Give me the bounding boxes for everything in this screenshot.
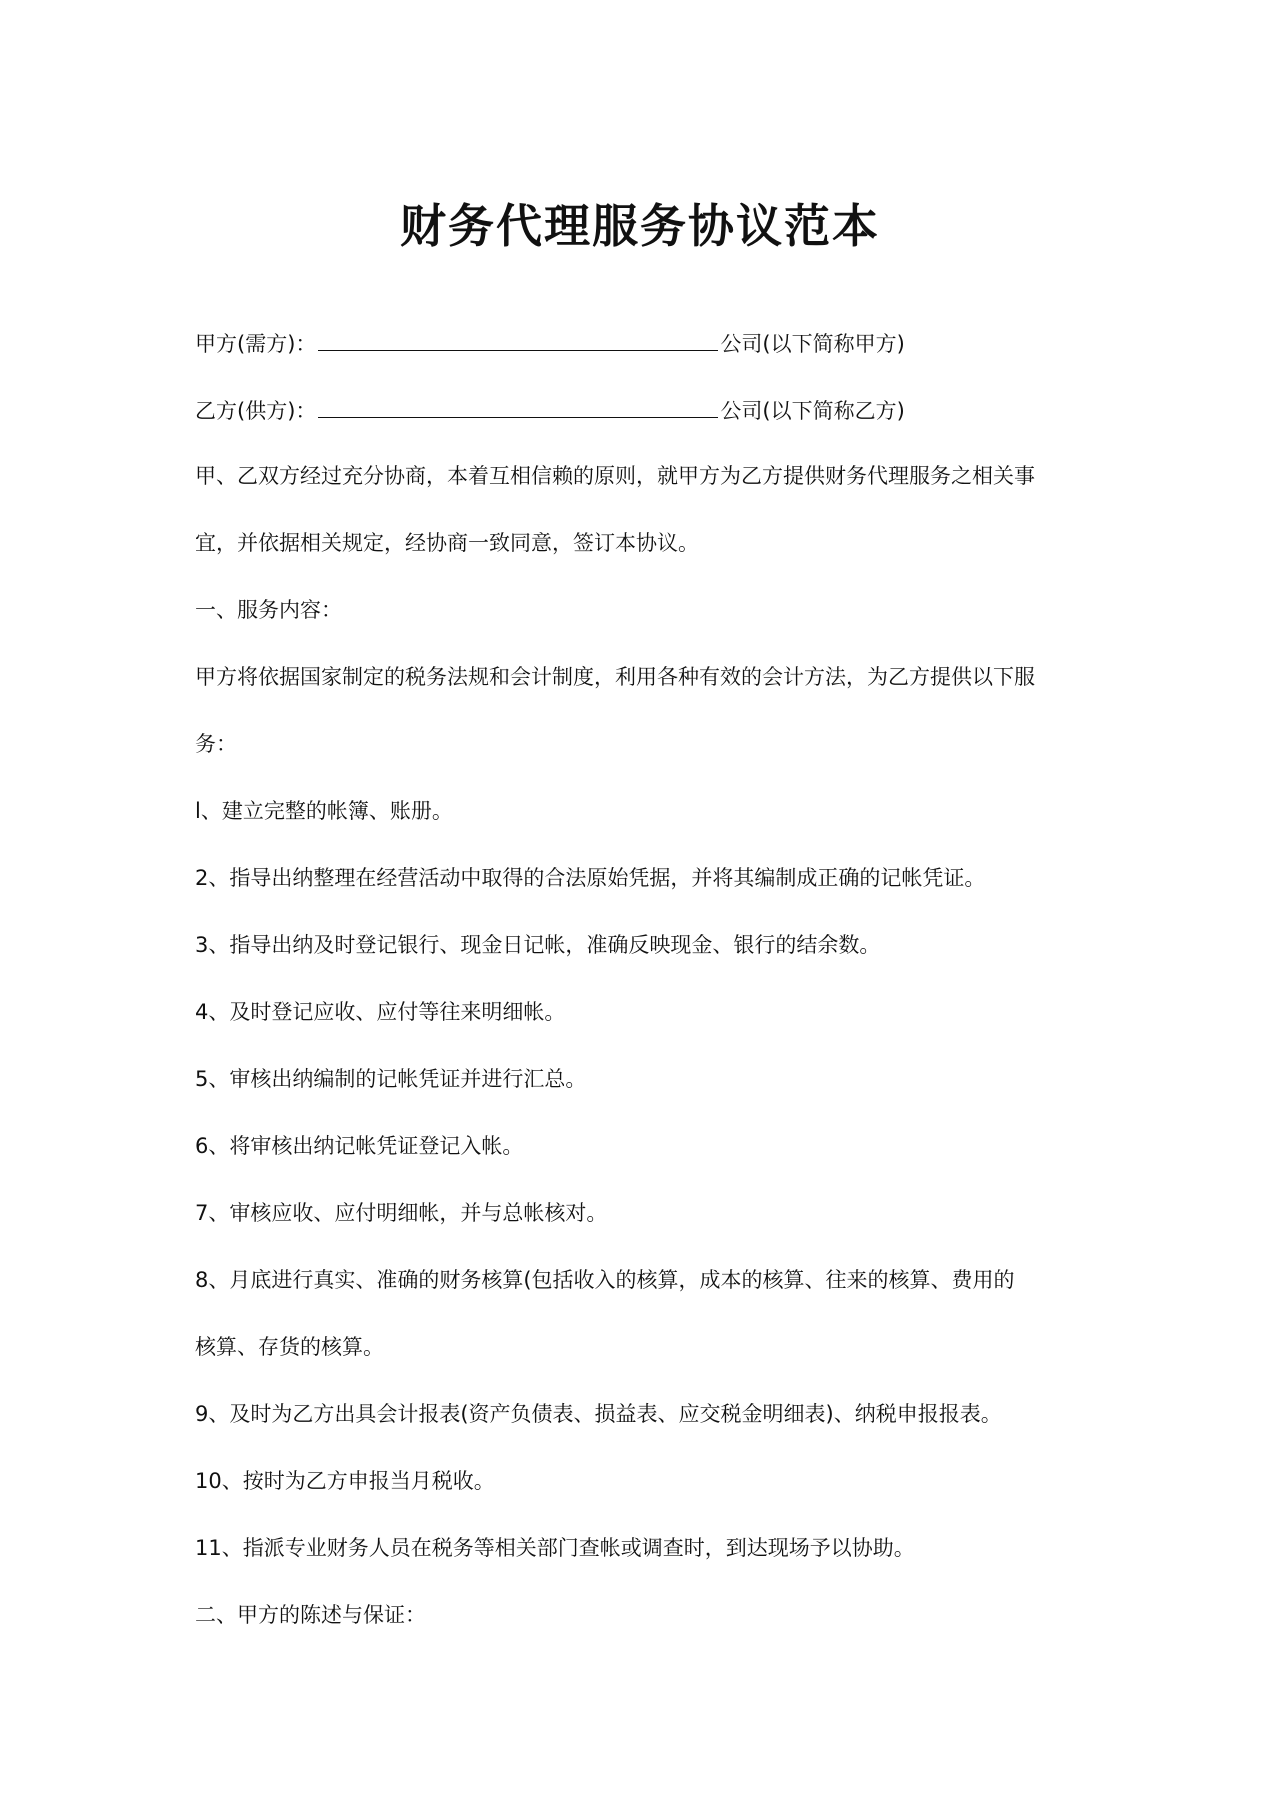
list-item: l、建立完整的帐簿、账册。	[195, 799, 453, 823]
list-item: 7、审核应收、应付明细帐，并与总帐核对。	[195, 1201, 608, 1225]
list-item: 2、指导出纳整理在经营活动中取得的合法原始凭据，并将其编制成正确的记帐凭证。	[195, 866, 986, 890]
list-item: 3、指导出纳及时登记银行、现金日记帐，准确反映现金、银行的结余数。	[195, 933, 881, 957]
party-a-label: 甲方(需方)：	[195, 332, 317, 356]
list-item: 10、按时为乙方申报当月税收。	[195, 1469, 495, 1493]
list-item: 9、及时为乙方出具会计报表(资产负债表、损益表、应交税金明细表)、纳税申报报表。	[195, 1402, 1002, 1426]
party-b-blank	[318, 393, 718, 418]
section1-heading: 一、服务内容：	[195, 598, 342, 622]
intro-line-2: 宜，并依据相关规定，经协商一致同意，签订本协议。	[195, 531, 699, 555]
section1-intro-line-2: 务：	[195, 732, 237, 756]
party-b-label: 乙方(供方)：	[195, 399, 317, 423]
intro-line-1: 甲、乙双方经过充分协商，本着互相信赖的原则，就甲方为乙方提供财务代理服务之相关事	[195, 464, 1035, 488]
list-item: 5、审核出纳编制的记帐凭证并进行汇总。	[195, 1067, 587, 1091]
section2-heading: 二、甲方的陈述与保证：	[195, 1603, 426, 1627]
party-a-line	[195, 326, 1095, 360]
list-item: 4、及时登记应收、应付等往来明细帐。	[195, 1000, 566, 1024]
party-a-blank	[318, 326, 718, 351]
party-b-suffix: 公司(以下简称乙方)	[720, 399, 905, 423]
document-title: 财务代理服务协议范本	[400, 199, 880, 253]
party-b-line	[195, 393, 1095, 427]
section1-intro-line-1: 甲方将依据国家制定的税务法规和会计制度，利用各种有效的会计方法，为乙方提供以下服	[195, 665, 1035, 689]
list-item: 8、月底进行真实、准确的财务核算(包括收入的核算，成本的核算、往来的核算、费用的	[195, 1268, 1015, 1292]
list-item: 11、指派专业财务人员在税务等相关部门查帐或调查时，到达现场予以协助。	[195, 1536, 915, 1560]
party-a-suffix: 公司(以下简称甲方)	[720, 332, 905, 356]
list-item-continuation: 核算、存货的核算。	[195, 1335, 384, 1359]
list-item: 6、将审核出纳记帐凭证登记入帐。	[195, 1134, 524, 1158]
